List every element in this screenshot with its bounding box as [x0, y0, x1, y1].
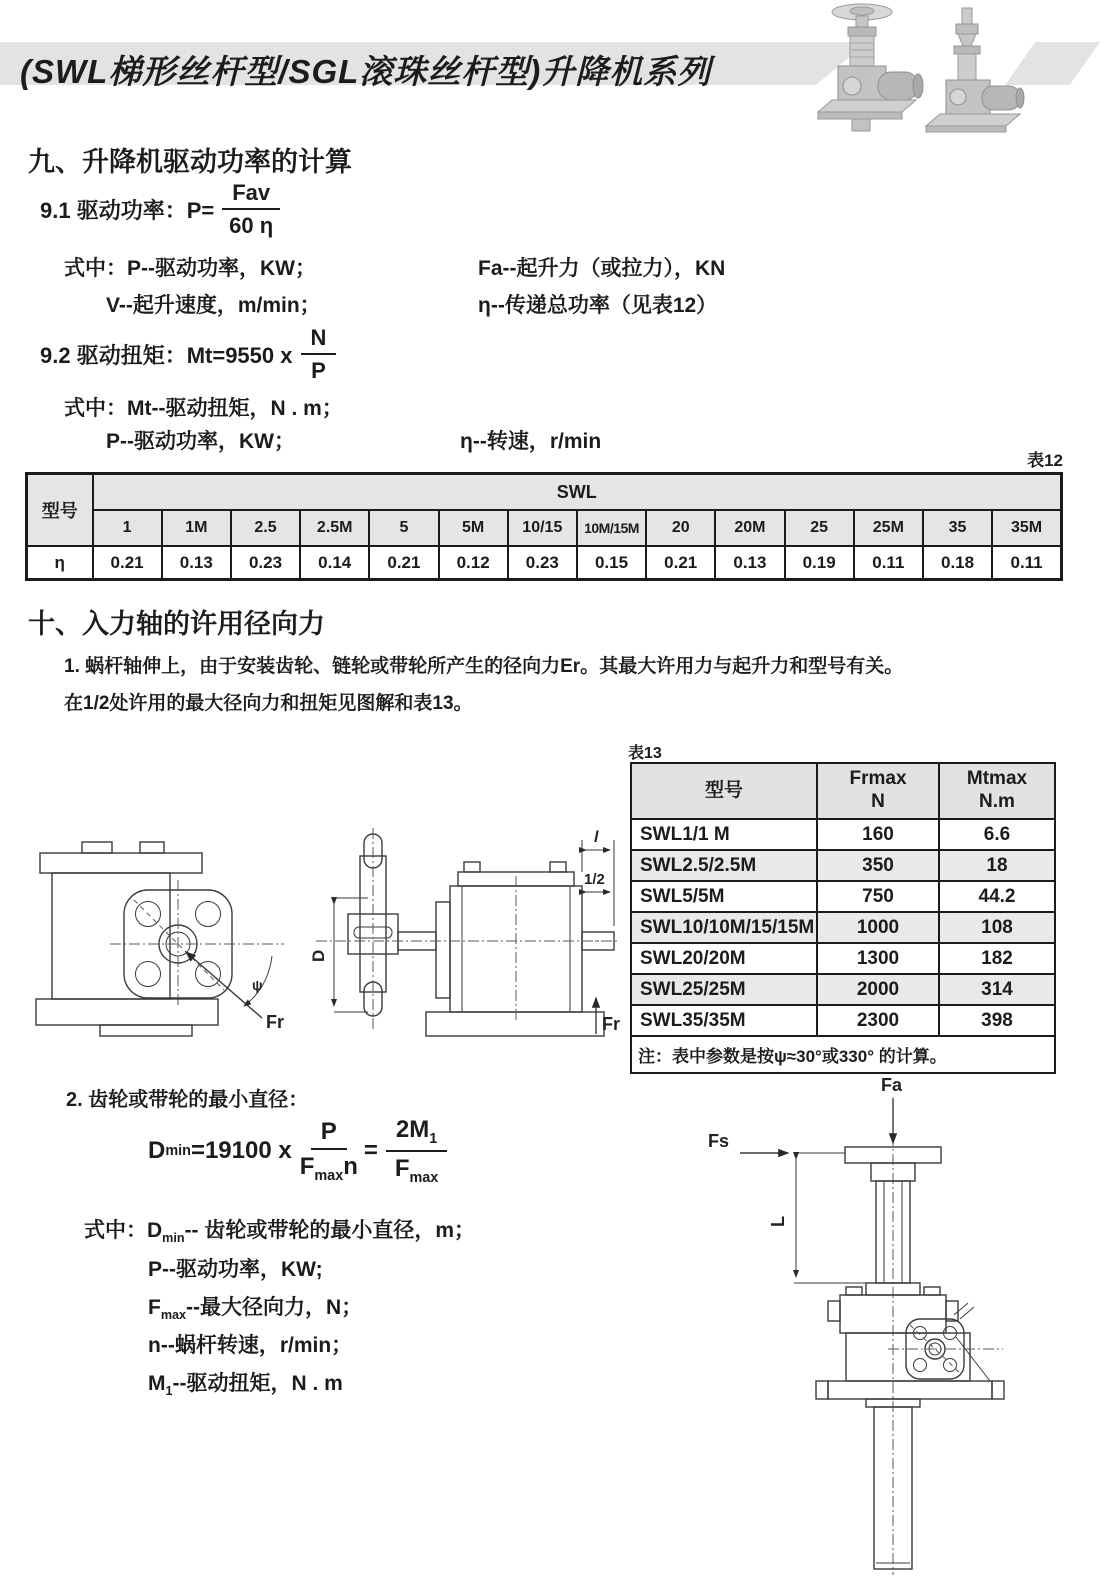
- formula-drive-power: [40, 180, 280, 239]
- dmin-def-line: $F_{max}--$最大径向力，N；: [148, 1296, 363, 1323]
- table-efficiency: [25, 472, 1063, 581]
- l-dimension-label: L: [768, 1216, 788, 1227]
- t12-value: 0.13: [162, 546, 231, 580]
- t12-group-header: SWL: [93, 474, 1062, 511]
- table-radial-force: [630, 762, 1056, 1074]
- t12-model: 1: [93, 510, 162, 546]
- fr-label: Fr: [266, 1012, 284, 1032]
- f1-def-fa: Fa--起升力（或拉力），KN: [478, 257, 726, 280]
- dmin-def-line: n--蜗杆转速，r/min；: [148, 1334, 353, 1357]
- jack-load-diagram: [688, 1075, 1023, 1580]
- t12-model: 35: [923, 510, 992, 546]
- formula-dmin: D min =19100 x $\frac{P}{F_{max}n}$ = $\frac{2M_1}{F_{max}}$: [148, 1116, 447, 1187]
- half-dimension-label: 1/2: [584, 871, 605, 888]
- base-plate: [828, 1381, 992, 1399]
- fs-label: Fs: [708, 1131, 730, 1151]
- side-view-diagram: [308, 826, 626, 1061]
- front-view-diagram: [32, 832, 292, 1047]
- t12-value: 0.19: [785, 546, 854, 580]
- page-title: (SWL梯形丝杆型/SGL滚珠丝杆型)升降机系列: [20, 53, 712, 90]
- screw-jack-illustration-1: [818, 4, 923, 131]
- dmin-fraction-2: $\frac{2M_1}{F_{max}}$: [386, 1116, 447, 1187]
- table13-caption: 表13: [628, 745, 662, 762]
- table-row: SWL5/5M 750 44.2: [631, 881, 1055, 912]
- t12-model: 25: [785, 510, 854, 546]
- t12-value: 0.21: [93, 546, 162, 580]
- t12-model: 25M: [854, 510, 923, 546]
- section10-item2: 2. 齿轮或带轮的最小直径：: [66, 1089, 309, 1111]
- t13-col-frmax: Frmax N: [817, 763, 939, 819]
- formula2-fraction: $\frac{N}{P}$: [301, 325, 337, 384]
- l-dimension-label: l: [594, 829, 599, 846]
- f1-def-v: V--起升速度，m/min；: [106, 294, 321, 317]
- dmin-def-line: 式中：$D_{min}--$ 齿轮或带轮的最小直径，m；: [84, 1219, 476, 1246]
- t12-value: 0.11: [854, 546, 923, 580]
- f2-def-p: P--驱动功率，KW；: [106, 430, 295, 453]
- table-row: SWL2.5/2.5M 350 18: [631, 850, 1055, 881]
- formula1-fraction: $\frac{\text{Fav}}{60 \eta}$: [222, 180, 280, 239]
- formula-drive-torque: [40, 325, 336, 384]
- fa-label: Fa: [881, 1075, 903, 1095]
- dmin-fraction-1: $\frac{P}{F_{max}n}$: [299, 1117, 358, 1185]
- t12-model: 5M: [439, 510, 508, 546]
- t12-model: 10M/15M: [577, 510, 646, 546]
- t12-model: 1M: [162, 510, 231, 546]
- t12-value: 0.21: [646, 546, 715, 580]
- header-product-images: [800, 0, 1025, 133]
- table-row: SWL35/35M 2300 398: [631, 1005, 1055, 1036]
- t12-model: 5: [369, 510, 438, 546]
- table-row: SWL20/20M 1300 182: [631, 943, 1055, 974]
- t13-col-model: 型号: [631, 763, 817, 819]
- table-row: SWL10/10M/15/15M 1000 108: [631, 912, 1055, 943]
- section9-title: 九、升降机驱动功率的计算: [28, 147, 352, 177]
- table12-caption: 表12: [1027, 451, 1063, 470]
- t12-value: 0.15: [577, 546, 646, 580]
- t12-value: 0.13: [715, 546, 784, 580]
- t12-model: 20M: [715, 510, 784, 546]
- t12-row-label: η: [27, 546, 93, 580]
- t12-value: 0.23: [231, 546, 300, 580]
- t12-value: 0.18: [923, 546, 992, 580]
- dmin-def-line: $M_1--$驱动扭矩，N . m: [148, 1372, 343, 1399]
- t12-value: 0.12: [439, 546, 508, 580]
- t12-model: 20: [646, 510, 715, 546]
- section10-title: 十、入力轴的许用径向力: [28, 609, 325, 639]
- section10-paragraph-2: 在1/2处许用的最大径向力和扭矩见图解和表13。: [64, 693, 473, 714]
- f1-def-eta: η--传递总功率（见表12）: [478, 294, 718, 317]
- section10-paragraph-1: 1. 蜗杆轴伸上，由于安装齿轮、链轮或带轮所产生的径向力Er。其最大许用力与起升力和型号有关。: [64, 656, 904, 677]
- table-row: SWL1/1 M 160 6.6: [631, 819, 1055, 850]
- formula2-label: 9.2 驱动扭矩：Mt=9550 x: [40, 342, 293, 368]
- fr-label: Fr: [602, 1014, 620, 1034]
- d-dimension-label: D: [309, 949, 328, 962]
- screw-jack-illustration-2: [926, 8, 1024, 132]
- t12-value: 0.23: [508, 546, 577, 580]
- f1-def-p: 式中：P--驱动功率，KW；: [64, 257, 316, 280]
- t13-col-mtmax: Mtmax N.m: [939, 763, 1055, 819]
- table13-note-row: 注：表中参数是按ψ≈30°或330° 的计算。: [631, 1036, 1055, 1073]
- t12-value: 0.14: [300, 546, 369, 580]
- t12-value: 0.21: [369, 546, 438, 580]
- fr-force-arrow: [186, 952, 262, 1018]
- dmin-def-line: P--驱动功率，KW;: [148, 1258, 323, 1281]
- gearbox-body: [846, 1333, 970, 1381]
- f2-def-n: η--转速，r/min: [460, 430, 602, 453]
- t12-corner-cell: 型号: [27, 474, 93, 547]
- t12-model: 2.5: [231, 510, 300, 546]
- t12-value: 0.11: [992, 546, 1061, 580]
- t12-model: 35M: [992, 510, 1061, 546]
- f2-def-mt: 式中：Mt--驱动扭矩，N . m；: [64, 397, 343, 420]
- t12-model: 10/15: [508, 510, 577, 546]
- table-row: SWL25/25M 2000 314: [631, 974, 1055, 1005]
- formula1-label: 9.1 驱动功率：P=: [40, 197, 215, 223]
- t12-model: 2.5M: [300, 510, 369, 546]
- psi-label: ψ: [252, 977, 263, 993]
